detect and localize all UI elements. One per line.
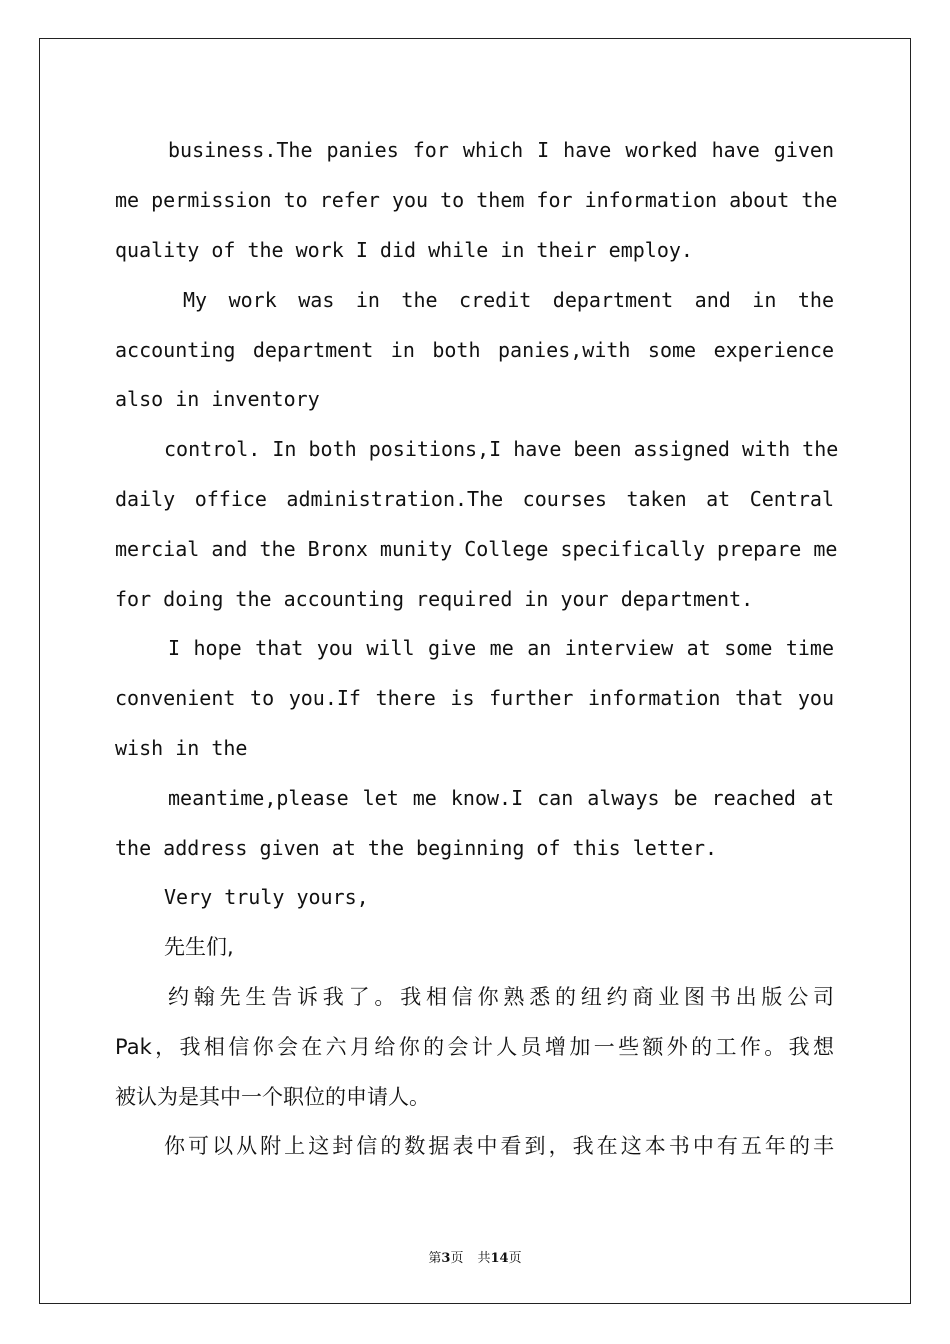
page-border bbox=[39, 38, 911, 1304]
text-line: wish in the bbox=[115, 736, 248, 760]
text-line: My work was in the credit department and in the bbox=[183, 288, 834, 312]
total-prefix: 共 bbox=[477, 1251, 491, 1266]
text-line: also in inventory bbox=[115, 387, 320, 411]
text-line: the address given at the beginning of this letter. bbox=[115, 836, 718, 860]
page-prefix: 第 bbox=[428, 1251, 442, 1266]
closing-line: Very truly yours, bbox=[164, 885, 369, 909]
text-line: accounting department in both panies,with some experience bbox=[115, 338, 834, 362]
text-line: convenient to you.If there is further information that you bbox=[115, 686, 834, 710]
total-pages: 14 bbox=[490, 1251, 509, 1266]
text-line: mercial and the Bronx munity College specifically prepare me bbox=[115, 537, 838, 561]
text-line: meantime,please let me know.I can always be reached at bbox=[168, 786, 834, 810]
page-footer bbox=[0, 1247, 950, 1266]
text-line: control. In both positions,I have been assigned with the bbox=[164, 437, 839, 461]
page-suffix: 页 bbox=[450, 1251, 464, 1266]
text-line: quality of the work I did while in their employ. bbox=[115, 238, 693, 262]
text-line: 约翰先生告诉我了。我相信你熟悉的纽约商业图书出版公司 bbox=[168, 985, 834, 1009]
text-line: 你可以从附上这封信的数据表中看到，我在这本书中有五年的丰 bbox=[164, 1134, 834, 1158]
text-line: I hope that you will give me an interview at some time bbox=[168, 636, 834, 660]
text-line: Pak，我相信你会在六月给你的会计人员增加一些额外的工作。我想 bbox=[115, 1035, 834, 1059]
text-line: for doing the accounting required in your department. bbox=[115, 587, 754, 611]
text-line: daily office administration.The courses taken at Central bbox=[115, 487, 834, 511]
text-line: me permission to refer you to them for information about the bbox=[115, 188, 838, 212]
salutation-line: 先生们, bbox=[164, 935, 234, 959]
total-suffix: 页 bbox=[508, 1251, 522, 1266]
page-number: 3 bbox=[441, 1251, 451, 1266]
text-line: business.The panies for which I have worked have given bbox=[168, 138, 834, 162]
text-line: 被认为是其中一个职位的申请人。 bbox=[115, 1085, 430, 1109]
